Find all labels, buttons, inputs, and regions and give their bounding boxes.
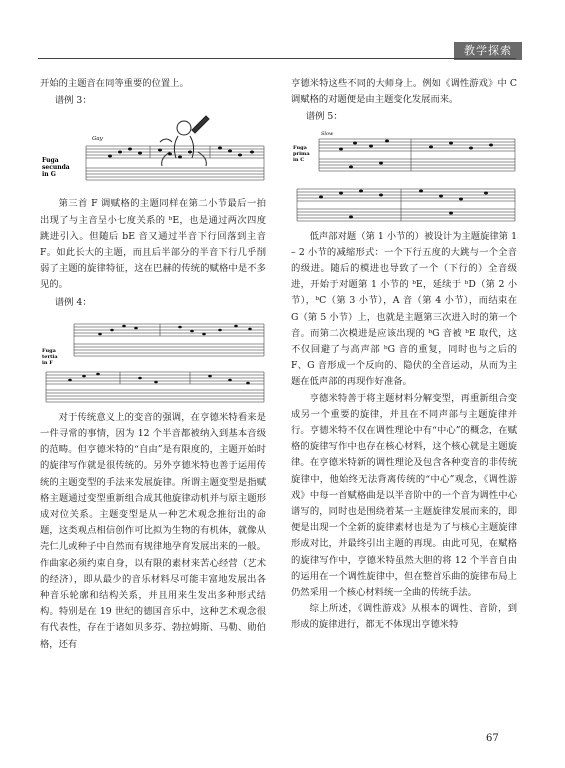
score-example-5 bbox=[291, 129, 517, 225]
score-example-4 bbox=[40, 314, 266, 406]
right-paragraph-2: 低声部对题（第 1 小节的）被设计为主题旋律第 1 – 2 小节的减缩形式：一个下行五度的大跳与一个全音的级进。随后的模进也导致了一个（下行的）全音级进，开始于对题第 1 小节的 ᵇE，延续于 ᵇD（第 2 小节），ᵇC（第 3 小节），A 音（第 4 小节），而结束在 G（第 5 小节）上，也就是主题第三次进入时的第一个音。而第二次模进是应该出现的 ᵇG 音被 ᵇE 取代，这不仅回避了与高声部 ᵇG 音的重复，同时也与之后的 F、G 音形成一个反向的、隐伏的全音运动，从而为主题在低声部的再现作好准备。 bbox=[291, 230, 517, 388]
tempo-marking: Gay bbox=[92, 136, 103, 143]
left-paragraph-3: 对于传统意义上的变音的强调，在亨德米特看来是一件寻常的事情，因为 12 个半音都被纳入到基本音级的范畴。但亨德米特的“自由”是有限度的，主题开始时的旋律写作就是很传统的。另外亨德米特也善于运用传统的主题变型的手法来发展旋律。所谓主题变型是指赋格主题通过变型重新组合成其他旋律动机并与原主题形成对位关系。主题变型是从一种艺术观念推衍出的命题，这类观点相信创作可比拟为生物的有机体，就像从壳仁儿或种子中自然而有规律地孕育发展出来的一般。作曲家必须约束自身，以有限的素材来苦心经营（艺术的经济），即从最少的音乐材料尽可能丰富地发展出各种音乐轮廓和结构关系，并且用来生发出多种形式结构。特别是在 19 世纪的德国音乐中，这种艺术观念很有代表性，存在于诸如贝多芬、勃拉姆斯、马勒、勋伯格，还有 bbox=[40, 411, 266, 650]
example-4-label: 谱例 4： bbox=[54, 296, 92, 308]
page-number: 67 bbox=[486, 733, 499, 744]
section-tag: 教学探索 bbox=[454, 42, 522, 60]
cartoon-illustration bbox=[160, 116, 209, 166]
right-column bbox=[291, 76, 517, 634]
tempo-marking-ex5: Slow bbox=[321, 130, 334, 137]
score-label-ex5: Fuga prima in C bbox=[293, 144, 310, 163]
right-paragraph-3: 亨德米特善于将主题材料分解变型，再重新组合变成另一个重要的旋律，并且在不同声部与主题旋律并行。亨德米特不仅在调性理论中有“中心”的概念，在赋格的旋律写作中也存在核心材料，这个核心就是主题旋律。在亨德米特新的调性理论及包含各种变音的非传统旋律中，他始终无法背离传统的“中心”观念，《调性游戏》中每一首赋格曲是以半音阶中的一个音为调性中心谱写的，同时也是围绕着某一主题旋律发展而来的，即便是出现一个全新的旋律素材也是为了与核心主题旋律形成对比，并最终引出主题的再现。由此可见，在赋格的旋律写作中，亨德米特虽然大胆的将 12 个半音自由的运用在一个调性旋律中，但在整首乐曲的旋律布局上仍然采用一个核心材料统一全曲的传统手法。 bbox=[291, 392, 517, 599]
header-rule bbox=[38, 58, 516, 59]
score-label-ex3: Fuga secunda in G bbox=[42, 157, 70, 179]
left-paragraph-1: 开始的主题音在同等重要的位置上。 bbox=[40, 78, 189, 89]
left-paragraph-2: 第三首 F 调赋格的主题同样在第二小节最后一拍出现了与主音呈小七度关系的 ᵇE，也是通过两次四度跳进引入。但随后 bE 音又通过半音下行回落到主音 F。如此长大的主题，而且后半部分的半音下行几乎削弱了主题的旋律特征，这在巴赫的传统的赋格中是不多见的。 bbox=[40, 198, 266, 291]
right-paragraph-1: 亨德米特这些不同的大师身上。例如《调性游戏》中 C 调赋格的对题便是由主题变化发展而来。 bbox=[291, 78, 517, 106]
example-5-label: 谱例 5： bbox=[305, 111, 343, 123]
score-example-3 bbox=[40, 112, 266, 192]
example-3-label: 谱例 3： bbox=[54, 95, 92, 107]
left-column bbox=[40, 76, 266, 653]
right-paragraph-4: 综上所述，《调性游戏》从根本的调性、音阶，到形成的旋律进行，都无不体现出亨德米特 bbox=[291, 603, 517, 631]
score-label-ex4: Fuga tertia in F bbox=[42, 347, 58, 366]
